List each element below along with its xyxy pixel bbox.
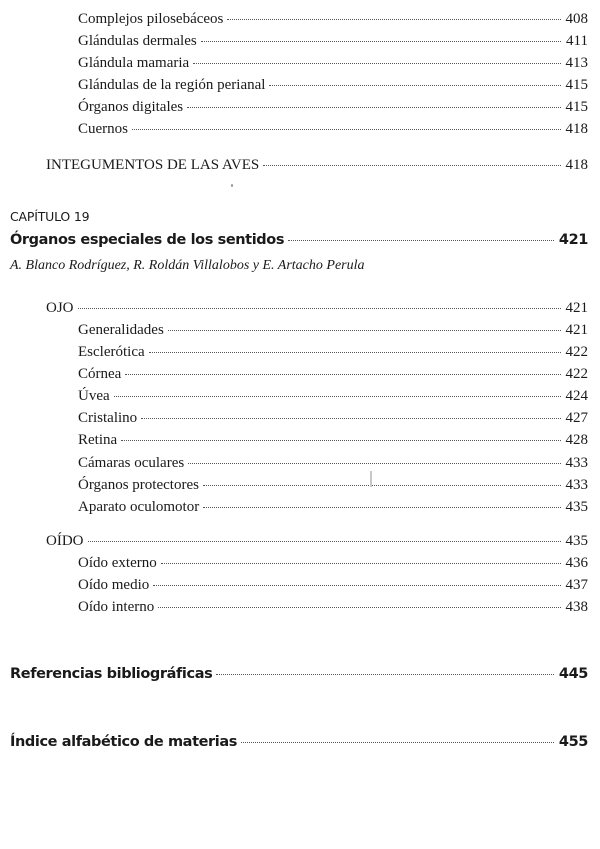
toc-entry-dermales[interactable] — [78, 33, 588, 50]
toc-entry-digitales[interactable] — [78, 99, 588, 116]
toc-entry-oido-interno[interactable] — [78, 599, 588, 616]
toc-entry-title: Aparato oculomotor — [78, 499, 200, 515]
dot-leader — [141, 418, 560, 419]
toc-section-ojo[interactable] — [46, 300, 588, 317]
toc-entry-esclerotica[interactable] — [78, 344, 588, 361]
toc-entry-page: 436 — [565, 555, 588, 571]
dot-leader — [203, 507, 560, 508]
toc-entry-page: 422 — [565, 366, 588, 382]
scan-speck — [231, 184, 233, 187]
chapter-authors: A. Blanco Rodríguez, R. Roldán Villalobos y E. Artacho Perula — [10, 258, 365, 273]
toc-section-title: INTEGUMENTOS DE LAS AVES — [46, 157, 260, 173]
toc-entry-title: Glándulas dermales — [78, 33, 197, 49]
chapter-title: Órganos especiales de los sentidos — [10, 232, 285, 248]
dot-leader — [125, 374, 560, 375]
references-page: 445 — [558, 666, 588, 682]
dot-leader — [132, 129, 561, 130]
toc-entry-title: Úvea — [78, 388, 110, 404]
toc-entry-page: 415 — [565, 77, 588, 93]
dot-leader — [201, 41, 561, 42]
toc-entry-page: 435 — [565, 499, 588, 515]
toc-section-title: OÍDO — [46, 533, 84, 549]
toc-entry-page: 413 — [565, 55, 588, 71]
toc-entry-page: 438 — [565, 599, 588, 615]
dot-leader — [188, 463, 560, 464]
chapter-label: CAPÍTULO 19 — [10, 209, 90, 224]
toc-entry-oido-medio[interactable] — [78, 577, 588, 594]
toc-entry-page: 415 — [565, 99, 588, 115]
toc-entry-oculomotor[interactable] — [78, 499, 588, 516]
toc-entry-page: 421 — [565, 322, 588, 338]
index-title: Índice alfabético de materias — [10, 734, 237, 750]
toc-entry-title: Órganos protectores — [78, 477, 199, 493]
dot-leader — [161, 563, 561, 564]
toc-entry-perianal[interactable] — [78, 77, 588, 94]
scan-mark — [370, 471, 372, 487]
toc-entry-mamaria[interactable] — [78, 55, 588, 72]
toc-index[interactable] — [10, 734, 588, 750]
dot-leader — [203, 485, 561, 486]
toc-entry-title: Retina — [78, 432, 118, 448]
toc-entry-title: Glándula mamaria — [78, 55, 190, 71]
dot-leader — [88, 541, 561, 542]
dot-leader — [216, 674, 554, 675]
chapter-title-row[interactable] — [10, 232, 588, 248]
dot-leader — [288, 240, 554, 241]
toc-entry-complejos[interactable] — [78, 11, 588, 28]
toc-section-page: 435 — [565, 533, 588, 549]
toc-entry-page: 428 — [565, 432, 588, 448]
toc-entry-generalidades[interactable] — [78, 322, 588, 339]
dot-leader — [168, 330, 561, 331]
toc-section-page: 421 — [565, 300, 588, 316]
index-page: 455 — [558, 734, 588, 750]
toc-entry-title: Esclerótica — [78, 344, 145, 360]
toc-entry-protectores[interactable] — [78, 477, 588, 494]
toc-entry-title: Oído medio — [78, 577, 150, 593]
dot-leader — [149, 352, 561, 353]
toc-entry-title: Órganos digitales — [78, 99, 184, 115]
toc-entry-page: 427 — [565, 410, 588, 426]
toc-entry-page: 437 — [565, 577, 588, 593]
toc-entry-cornea[interactable] — [78, 366, 588, 383]
toc-entry-title: Complejos pilosebáceos — [78, 11, 224, 27]
dot-leader — [269, 85, 560, 86]
toc-section-aves[interactable] — [46, 157, 588, 174]
toc-entry-title: Cuernos — [78, 121, 128, 137]
toc-entry-page: 433 — [565, 455, 588, 471]
dot-leader — [114, 396, 561, 397]
toc-entry-title: Glándulas de la región perianal — [78, 77, 266, 93]
toc-references[interactable] — [10, 666, 588, 682]
toc-entry-title: Generalidades — [78, 322, 164, 338]
toc-entry-title: Córnea — [78, 366, 122, 382]
toc-entry-title: Cámaras oculares — [78, 455, 185, 471]
dot-leader — [227, 19, 560, 20]
toc-entry-page: 433 — [565, 477, 588, 493]
dot-leader — [158, 607, 560, 608]
toc-entry-title: Oído interno — [78, 599, 155, 615]
dot-leader — [187, 107, 560, 108]
chapter-page: 421 — [558, 232, 588, 248]
toc-entry-retina[interactable] — [78, 432, 588, 449]
dot-leader — [241, 742, 554, 743]
toc-entry-page: 411 — [566, 33, 588, 49]
toc-section-page: 418 — [565, 157, 588, 173]
dot-leader — [193, 63, 560, 64]
references-title: Referencias bibliográficas — [10, 666, 213, 682]
toc-entry-uvea[interactable] — [78, 388, 588, 405]
toc-entry-cristalino[interactable] — [78, 410, 588, 427]
toc-entry-title: Cristalino — [78, 410, 138, 426]
dot-leader — [121, 440, 560, 441]
toc-entry-oido-externo[interactable] — [78, 555, 588, 572]
toc-entry-page: 424 — [565, 388, 588, 404]
toc-section-oido[interactable] — [46, 533, 588, 550]
toc-entry-title: Oído externo — [78, 555, 157, 571]
toc-entry-page: 408 — [565, 11, 588, 27]
toc-section-title: OJO — [46, 300, 74, 316]
dot-leader — [153, 585, 560, 586]
toc-entry-cuernos[interactable] — [78, 121, 588, 138]
toc-entry-page: 422 — [565, 344, 588, 360]
toc-entry-page: 418 — [565, 121, 588, 137]
dot-leader — [78, 308, 561, 309]
dot-leader — [263, 165, 560, 166]
toc-entry-camaras[interactable] — [78, 455, 588, 472]
